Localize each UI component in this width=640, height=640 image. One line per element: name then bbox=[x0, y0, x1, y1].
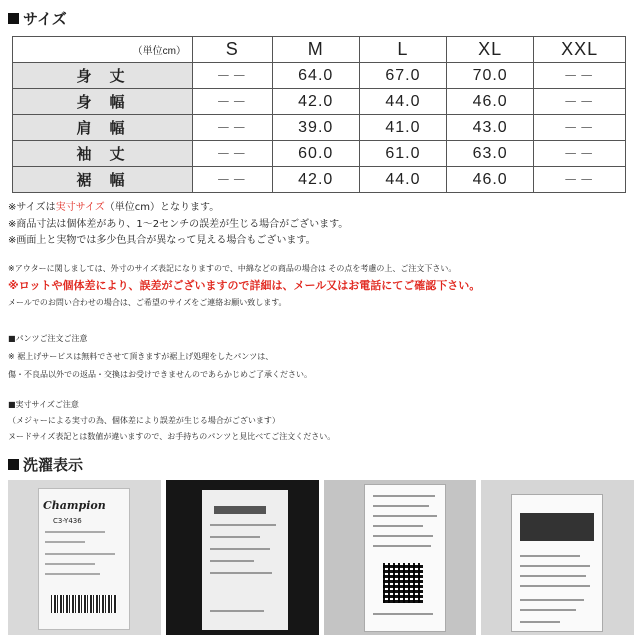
row-label: 肩幅 bbox=[13, 115, 193, 141]
table-cell: 67.0 bbox=[359, 63, 446, 89]
size-notes bbox=[8, 200, 628, 250]
square-bullet-icon bbox=[8, 13, 19, 24]
note-line: ※商品寸法は個体差があり、1～2センチの誤差が生じる場合がございます。 bbox=[8, 218, 349, 230]
care-tag bbox=[202, 490, 288, 630]
table-cell: －－ bbox=[534, 63, 626, 89]
note-line: ※画面上と実物では多少色具合が異なって見える場合もございます。 bbox=[8, 235, 316, 246]
table-cell: 46.0 bbox=[447, 89, 534, 115]
row-label: 裾幅 bbox=[13, 167, 193, 193]
table-row bbox=[13, 167, 626, 193]
note-line: 傷・不良品以外での返品・交換はお受けできませんのであらかじめご了承ください。 bbox=[8, 370, 312, 379]
table-cell: －－ bbox=[193, 167, 273, 193]
qr-code-icon bbox=[383, 563, 423, 603]
col-xxl: XXL bbox=[534, 37, 626, 63]
care-label-photo-1 bbox=[8, 480, 161, 635]
mail-note: メールでのお問い合わせの場合は、ご希望のサイズをご連絡お願い致します。 bbox=[8, 298, 287, 307]
square-bullet-icon bbox=[8, 459, 19, 470]
note-line: （メジャーによる実寸の為、個体差により誤差が生じる場合がございます） bbox=[8, 416, 280, 425]
col-l: L bbox=[359, 37, 446, 63]
row-label: 袖丈 bbox=[13, 141, 193, 167]
table-cell: 41.0 bbox=[359, 115, 446, 141]
barcode-icon bbox=[51, 595, 117, 613]
outer-note: ※アウターに関しましては、外寸のサイズ表記になりますので、中綿などの商品の場合は その点を考慮の上、ご注文下さい。 bbox=[8, 264, 457, 273]
table-cell: 43.0 bbox=[447, 115, 534, 141]
table-cell: －－ bbox=[193, 115, 273, 141]
pants-notes bbox=[8, 332, 628, 382]
row-label: 身丈 bbox=[13, 63, 193, 89]
table-cell: 42.0 bbox=[272, 167, 359, 193]
care-label-photo-2 bbox=[166, 480, 319, 635]
table-cell: 63.0 bbox=[447, 141, 534, 167]
table-row bbox=[13, 141, 626, 167]
size-table-header bbox=[13, 37, 626, 63]
pants-heading: ■パンツご注文ご注意 bbox=[8, 334, 88, 343]
unit-label: （単位cm） bbox=[13, 37, 193, 63]
col-m: M bbox=[272, 37, 359, 63]
table-cell: －－ bbox=[193, 89, 273, 115]
table-cell: 44.0 bbox=[359, 89, 446, 115]
care-label-photos bbox=[8, 480, 634, 635]
table-row bbox=[13, 89, 626, 115]
product-code: C3-Y436 bbox=[53, 517, 82, 525]
col-s: S bbox=[193, 37, 273, 63]
table-cell: －－ bbox=[534, 115, 626, 141]
table-cell: 60.0 bbox=[272, 141, 359, 167]
care-tag bbox=[38, 488, 130, 630]
table-row bbox=[13, 115, 626, 141]
care-label-photo-4 bbox=[481, 480, 634, 635]
jissun-notes bbox=[8, 398, 628, 444]
jissun-heading: ■実寸サイズご注意 bbox=[8, 400, 79, 409]
champion-logo: Champion bbox=[43, 499, 106, 512]
lot-warning: ※ロットや個体差により、誤差がございますので詳細は、メール又はお電話にてご確認下さい。 bbox=[8, 279, 481, 292]
table-cell: 42.0 bbox=[272, 89, 359, 115]
row-label: 身幅 bbox=[13, 89, 193, 115]
note-line: ※サイズは実寸サイズ（単位cm）となります。 bbox=[8, 202, 220, 213]
table-cell: －－ bbox=[534, 141, 626, 167]
table-row bbox=[13, 63, 626, 89]
care-tag bbox=[511, 494, 603, 632]
table-cell: －－ bbox=[534, 89, 626, 115]
table-cell: 44.0 bbox=[359, 167, 446, 193]
table-cell: 39.0 bbox=[272, 115, 359, 141]
size-section-title: サイズ bbox=[8, 8, 67, 29]
table-cell: －－ bbox=[193, 63, 273, 89]
table-cell: 64.0 bbox=[272, 63, 359, 89]
size-table bbox=[12, 36, 626, 193]
care-tag bbox=[364, 484, 446, 632]
care-label-photo-3 bbox=[324, 480, 477, 635]
note-line: ヌードサイズ表記とは数値が違いますので、お手持ちのパンツと見比べてご注文ください。 bbox=[8, 432, 336, 441]
table-cell: 46.0 bbox=[447, 167, 534, 193]
care-section-title: 洗濯表示 bbox=[8, 454, 83, 475]
table-cell: －－ bbox=[534, 167, 626, 193]
table-cell: －－ bbox=[193, 141, 273, 167]
col-xl: XL bbox=[447, 37, 534, 63]
note-line: ※ 裾上げサービスは無料でさせて頂きますが裾上げ処理をしたパンツは、 bbox=[8, 352, 274, 361]
table-cell: 70.0 bbox=[447, 63, 534, 89]
table-cell: 61.0 bbox=[359, 141, 446, 167]
